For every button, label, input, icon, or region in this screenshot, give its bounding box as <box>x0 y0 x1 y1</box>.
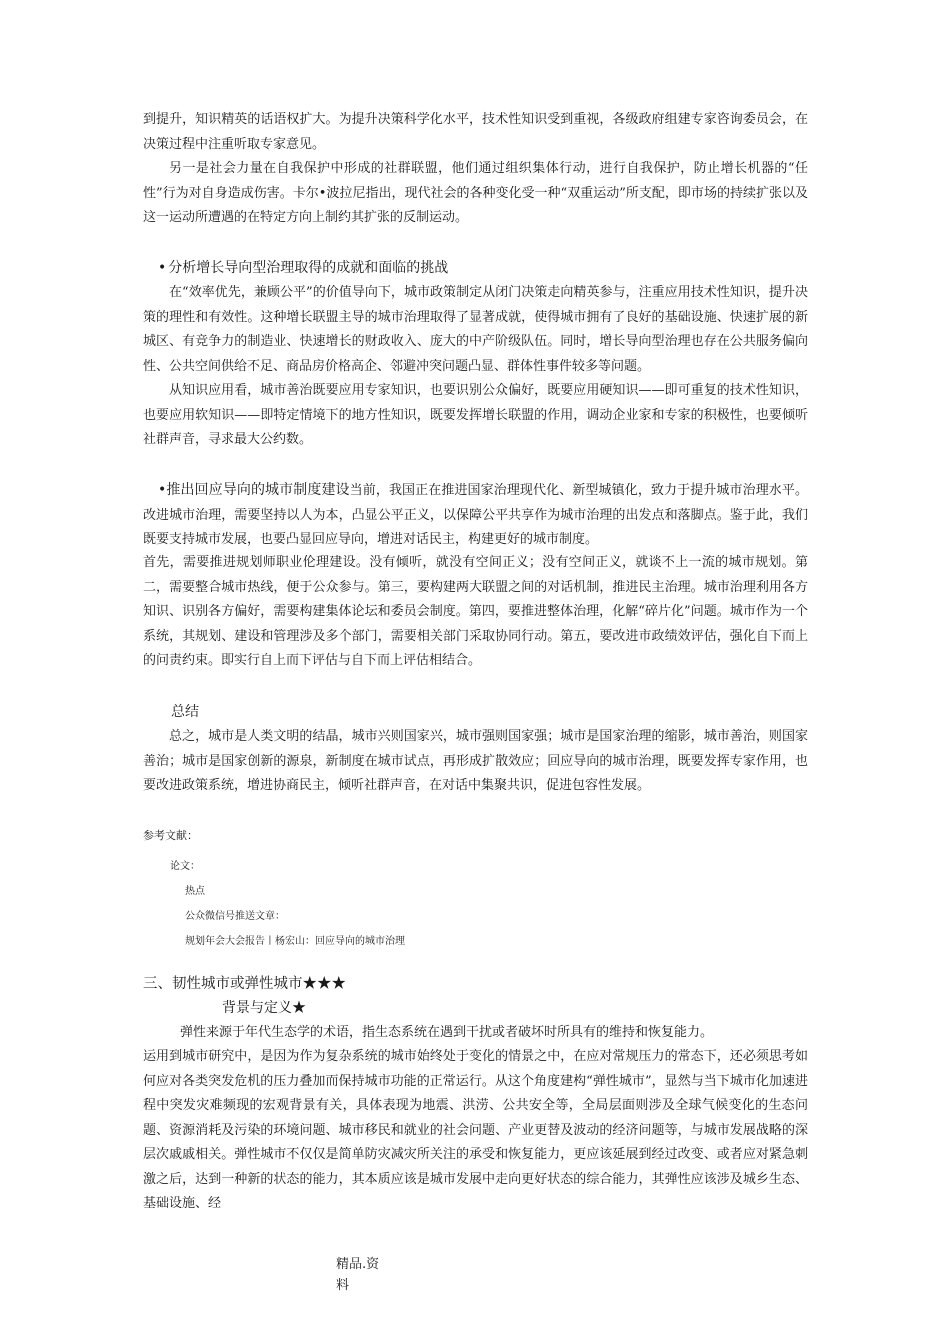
paragraph-efficiency-priority: 在“效率优先，兼顾公平”的价值导向下，城市政策制定从闭门决策走向精英参与，注重应用技术性知识，提升决策的理性和有效性。这种增长联盟主导的城市治理取得了显著成就，使得城市拥有了良好的基础设施、快速扩展的新城区、有竞争力的制造业、快速增长的财政收入、庞大的中产阶级队伍。同时，增长导向型治理也存在公共服务偏向性、公共空间供给不足、商品房价格高企、邻避冲突问题凸显、群体性事件较多等问题。 <box>143 285 808 374</box>
bullet-icon: • <box>158 260 167 276</box>
paragraph-resilience-origin: 弹性来源于年代生态学的术语，指生态系统在遇到干扰或者破坏时所具有的维持和恢复能力。 <box>180 1025 714 1040</box>
references-title: 参考文献： <box>143 829 198 842</box>
bullet-icon: • <box>158 482 167 498</box>
heading-growth-governance <box>158 257 448 277</box>
references-wechat: 公众微信号推送文章： <box>185 911 285 922</box>
summary-title: 总结 <box>171 704 199 720</box>
footer-note: 精品.资料 <box>336 1257 380 1293</box>
paragraph-knowledge-elite: 到提升，知识精英的话语权扩大。为提升决策科学化水平，技术性知识受到重视，各级政府组建专家咨询委员会，在决策过程中注重听取专家意见。 <box>143 112 808 152</box>
heading-text: 分析增长导向型治理取得的成就和面临的挑战 <box>168 260 449 276</box>
references-hot: 热点 <box>185 886 205 897</box>
paragraph-social-alliance: 另一是社会力量在自我保护中形成的社群联盟，他们通过组织集体行动，进行自我保护，防止增长机器的“任性”行为对自身造成伤害。卡尔•波拉尼指出，现代社会的各种变化受一种“双重运动”所支配，即市场的持续扩张以及这一运动所遭遇的在特定方向上制约其扩张的反制运动。 <box>143 161 808 225</box>
references-article: 规划年会大会报告丨杨宏山：回应导向的城市治理 <box>185 936 405 947</box>
paragraph-knowledge-application: 从知识应用看，城市善治既要应用专家知识，也要识别公众偏好，既要应用硬知识——即可重复的技术性知识，也要应用软知识——即特定情境下的地方性知识，既要发挥增长联盟的作用，调动企业家和专家的积极性，也要倾听社群声音，寻求最大公约数。 <box>143 383 808 447</box>
paragraph-summary: 总之，城市是人类文明的结晶，城市兴则国家兴，城市强则国家强；城市是国家治理的缩影，城市善治，则国家善治；城市是国家创新的源泉，新制度在城市试点，再形成扩散效应；回应导向的城市治理，既要发挥专家作用，也要改进政策系统，增进协商民主，倾听社群声音，在对话中集聚共识，促进包容性发展。 <box>143 729 808 793</box>
paragraph-text: 当前，我国正在推进国家治理现代化、新型城镇化，致力于提升城市治理水平。改进城市治理，需要坚持以人为本，凸显公平正义，以保障公平共享作为城市治理的出发点和落脚点。鉴于此，我们既要支持城市发展，也要凸显回应导向，增进对话民主，构建更好的城市制度。 <box>143 483 808 547</box>
paragraph-measures: 首先，需要推进规划师职业伦理建设。没有倾听，就没有空间正义；没有空间正义，就谈不上一流的城市规划。第二，需要整合城市热线，便于公众参与。第三，要构建两大联盟之间的对话机制，推进民主治理。城市治理利用各方知识、识别各方偏好，需要构建集体论坛和委员会制度。第四，要推进整体治理，化解“碎片化”问题。城市作为一个系统，其规划、建设和管理涉及多个部门，需要相关部门采取协同行动。第五，要改进市政绩效评估，强化自下而上的问责约束。即实行自上而下评估与自下而上评估相结合。 <box>143 555 808 668</box>
paragraph-resilience-application: 运用到城市研究中，是因为作为复杂系统的城市始终处于变化的情景之中，在应对常规压力的常态下，还必须思考如何应对各类突发危机的压力叠加而保持城市功能的正常运行。从这个角度建构“弹性城市”，显然与当下城市化加速进程中突发灾难频现的宏观背景有关，具体表现为地震、洪涝、公共安全等，全局层面则涉及全球气候变化的生态问题、资源消耗及污染的环境问题、城市移民和就业的社会问题、产业更替及波动的经济问题等，与城市发展战略的深层次戚戚相关。弹性城市不仅仅是简单防灾减灾所关注的承受和恢复能力，更应该延展到经过改变、或者应对紧急刺激之后，达到一种新的状态的能力，其本质应该是城市发展中走向更好状态的综合能力，其弹性应该涉及城乡生态、基础设施、经 <box>143 1049 808 1211</box>
references-paper: 论文： <box>170 861 200 872</box>
paragraph-responsive-governance <box>143 478 808 553</box>
section-resilient-city: 三、韧性城市或弹性城市★★★ <box>143 976 346 992</box>
background-definition-title: 背景与定义★ <box>222 1000 306 1016</box>
heading-responsive-system: •推出回应导向的城市制度建设 <box>158 482 350 498</box>
